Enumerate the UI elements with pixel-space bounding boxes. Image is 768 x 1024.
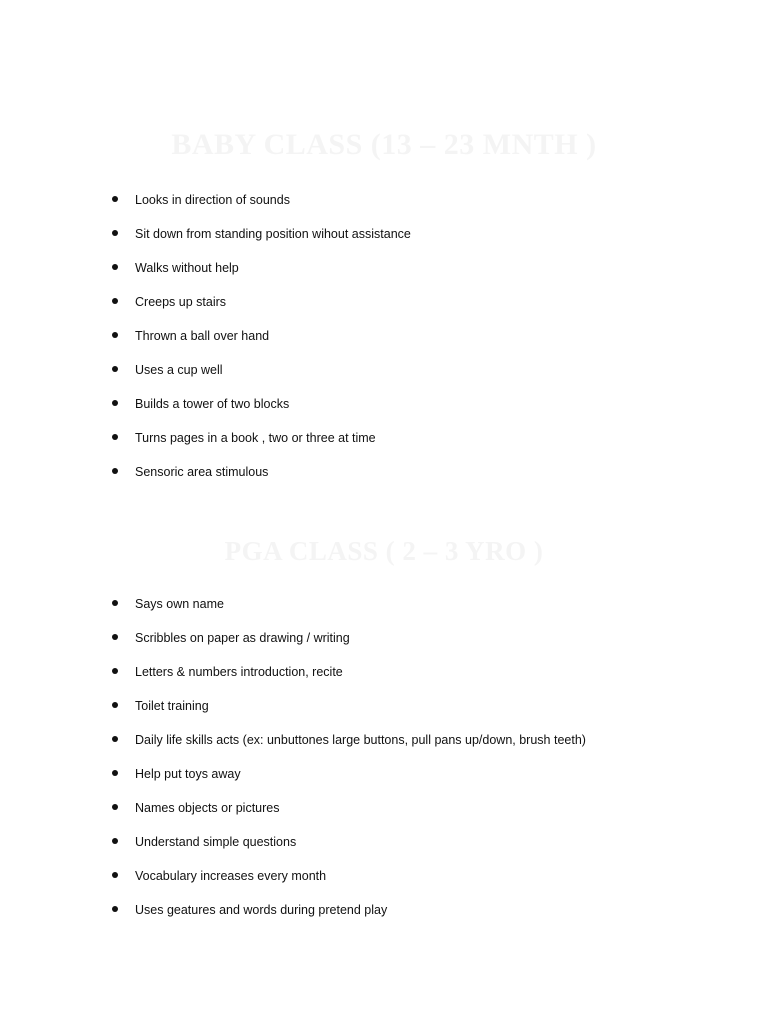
baby-class-heading: BABY CLASS (13 – 23 MNTH ): [171, 128, 597, 161]
bullet-icon: [112, 634, 118, 640]
bullet-icon: [112, 230, 118, 236]
bullet-icon: [112, 400, 118, 406]
bullet-icon: [112, 600, 118, 606]
list-item-text: Vocabulary increases every month: [135, 869, 327, 883]
list-item-text: Builds a tower of two blocks: [135, 397, 290, 411]
list-item-text: Understand simple questions: [135, 835, 297, 849]
list-item-text: Letters & numbers introduction, recite: [135, 665, 343, 679]
list-item-text: Says own name: [135, 597, 224, 611]
bullet-icon: [112, 264, 118, 270]
bullet-icon: [112, 838, 118, 844]
bullet-icon: [112, 196, 118, 202]
bullet-icon: [112, 770, 118, 776]
bullet-icon: [112, 298, 118, 304]
bullet-icon: [112, 468, 118, 474]
bullet-icon: [112, 434, 118, 440]
bullet-icon: [112, 668, 118, 674]
bullet-icon: [112, 872, 118, 878]
list-item-text: Turns pages in a book , two or three at time: [135, 431, 376, 445]
list-item-text: Creeps up stairs: [135, 295, 227, 309]
list-item-text: Sensoric area stimulous: [135, 465, 269, 479]
bullet-icon: [112, 804, 118, 810]
list-item-text: Uses a cup well: [135, 363, 223, 377]
list-item-text: Walks without help: [135, 261, 239, 275]
bullet-icon: [112, 906, 118, 912]
bullet-icon: [112, 366, 118, 372]
bullet-icon: [112, 736, 118, 742]
bullet-icon: [112, 332, 118, 338]
list-item-text: Sit down from standing position wihout assistance: [135, 227, 411, 241]
pga-class-heading: PGA CLASS ( 2 – 3 YRO ): [224, 536, 544, 566]
list-item-text: Looks in direction of sounds: [135, 193, 290, 207]
list-item-text: Thrown a ball over hand: [135, 329, 270, 343]
bullet-icon: [112, 702, 118, 708]
list-item-text: Help put toys away: [135, 767, 241, 781]
list-item-text: Daily life skills acts (ex: unbuttones large buttons, pull pans up/down, brush teeth): [135, 733, 586, 747]
list-item-text: Uses geatures and words during pretend play: [135, 903, 388, 917]
list-item-text: Names objects or pictures: [135, 801, 280, 815]
list-item-text: Scribbles on paper as drawing / writing: [135, 631, 350, 645]
list-item-text: Toilet training: [135, 699, 209, 713]
